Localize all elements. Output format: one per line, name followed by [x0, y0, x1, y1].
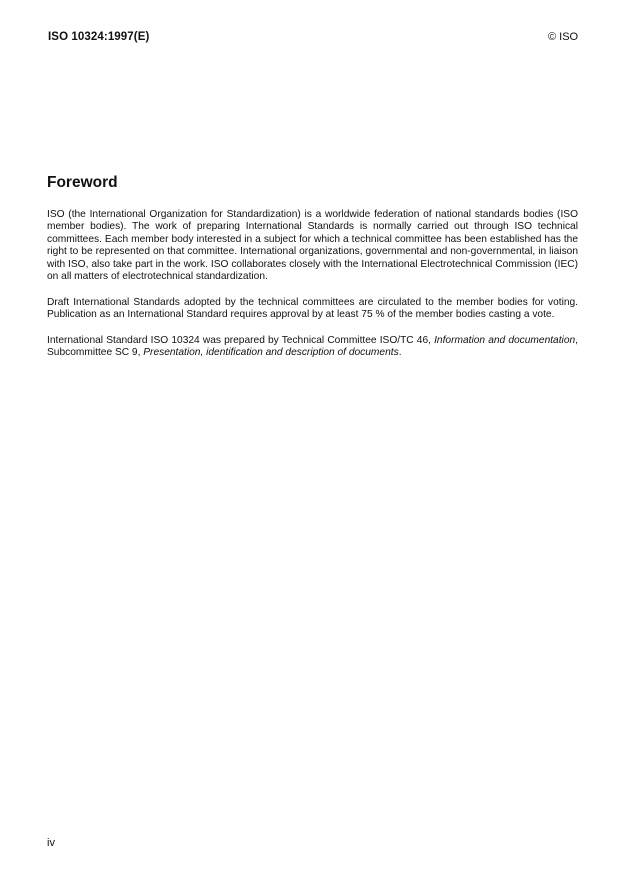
foreword-paragraph-3: [47, 335, 578, 360]
page-title: Foreword: [47, 174, 118, 191]
paragraph-3-text-c: .: [398, 347, 402, 359]
page-number: iv: [47, 837, 55, 849]
paragraph-3-text-a: International Standard ISO 10324 was prepared by Technical Committee ISO/TC 46,: [47, 335, 435, 346]
foreword-paragraph-1: ISO (the International Organization for Standardization) is a worldwide federation of national standards bodies (ISO member bodies). The work of preparing International Standards is normally carried out through ISO technical committees. Each member body interested in a subject for which a technical committee has been established has the right to be represented on that committee. International organizations, governmental and non-governmental, in liaison with ISO, also take part in the work. ISO collaborates closely with the International Electrotechnical Commission (IEC) on all matters of electrotechnical standardization.: [47, 209, 578, 283]
subcommittee-title: Presentation, identification and description of documents: [143, 347, 399, 359]
copyright-notice: © ISO: [548, 31, 579, 43]
committee-title: Information and documentation: [434, 335, 576, 346]
foreword-paragraph-2: Draft International Standards adopted by the technical committees are circulated to the member bodies for voting. Publication as an International Standard requires approval by at least 75 % of the member bodies casting a vote.: [47, 297, 578, 321]
document-id: ISO 10324:1997(E): [48, 31, 150, 43]
paragraph-3-text-b: , Subcommittee SC 9,: [47, 335, 578, 359]
